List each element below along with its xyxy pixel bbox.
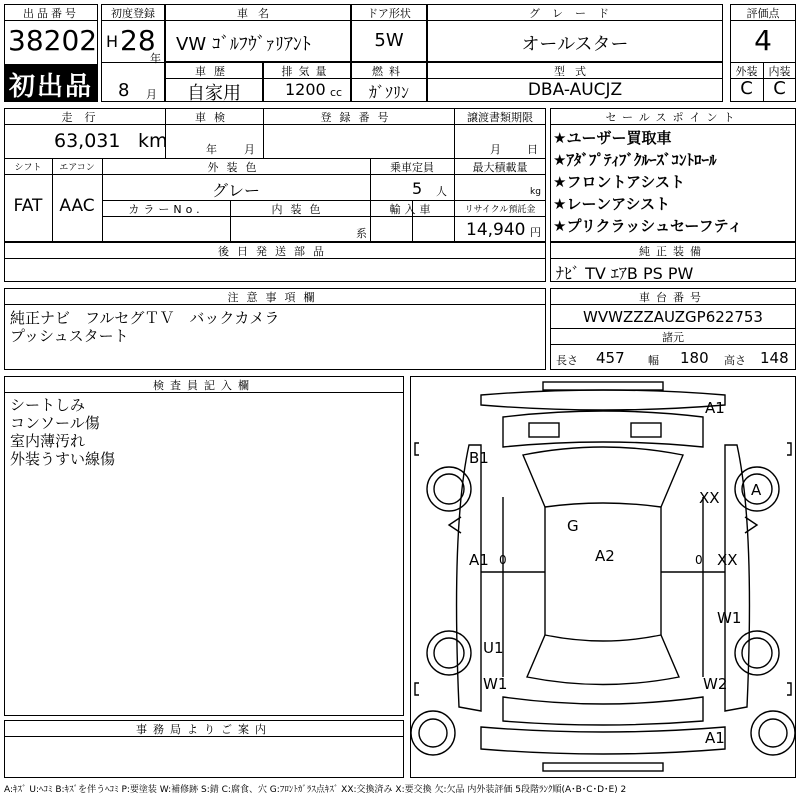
ac-value: AAC <box>59 196 95 216</box>
score-value: 4 <box>754 24 772 57</box>
int-color-label: 内装色 <box>271 203 329 216</box>
mark-a2: A2 <box>595 547 615 565</box>
mark-xx-right2: XX <box>717 551 738 569</box>
displacement-value: 1200 <box>285 80 326 99</box>
note-line: プッシュスタート <box>10 327 129 345</box>
year-unit: 年 <box>150 52 161 65</box>
color-no-label: カラーNo. <box>128 203 204 216</box>
int-color-suffix: 系 <box>356 227 367 240</box>
door-value: 5W <box>374 30 404 51</box>
first-listing-text: 初出品 <box>8 72 93 102</box>
inspector-line: 室内薄汚れ <box>10 432 86 450</box>
history-value: 自家用 <box>187 83 241 104</box>
mark-b1: B1 <box>469 449 489 467</box>
displacement-label: 排気量 <box>281 65 333 78</box>
width-label: 幅 <box>648 354 659 367</box>
width-value: 180 <box>680 349 709 367</box>
sales-point: ★ユーザー買取車 <box>553 129 672 147</box>
transfer-day: 日 <box>527 143 538 156</box>
mileage-value: 63,031 <box>54 130 121 152</box>
month-unit: 月 <box>146 88 157 101</box>
car-outline-icon <box>411 377 795 777</box>
mark-zero-right: 0 <box>695 553 703 567</box>
mark-a1-rear: A1 <box>705 729 725 747</box>
later-parts-label: 後日発送部品 <box>218 245 332 258</box>
length-value: 457 <box>596 349 625 367</box>
chassis-label: 車台番号 <box>639 291 707 304</box>
note-line: 純正ナビ フルセグＴＶ バックカメラ <box>10 309 280 327</box>
length-label: 長さ <box>556 354 578 367</box>
sales-point: ★プリクラッシュセーフティ <box>553 217 743 235</box>
recycle-label: リサイクル預託金 <box>464 205 536 215</box>
chassis-number: WVWZZZAUZGP622753 <box>583 308 763 326</box>
notes-label: 注意事項欄 <box>227 291 323 304</box>
mileage-unit: km <box>138 130 168 152</box>
sales-points-list <box>553 127 795 237</box>
notes-lines <box>10 309 279 345</box>
mark-u1: U1 <box>483 639 504 657</box>
capacity-value: 5 <box>412 179 423 198</box>
shift-label: シフト <box>14 163 42 173</box>
mark-g: G <box>567 517 579 535</box>
ext-color-value: グレー <box>211 181 260 200</box>
reg-year: 28 <box>120 24 156 57</box>
recycle-value: 14,940 <box>466 220 526 240</box>
interior-grade: C <box>773 78 786 99</box>
mark-a-wheel: A <box>751 481 762 499</box>
reg-month: 8 <box>118 80 130 101</box>
mileage-label: 走行 <box>61 111 108 124</box>
sales-point: ★フロントアシスト <box>553 173 685 191</box>
inspector-lines <box>10 396 115 468</box>
shift-value: FAT <box>13 196 43 216</box>
inspection-label: 車検 <box>195 111 233 124</box>
mark-a1-left: A1 <box>469 551 489 569</box>
exterior-grade: C <box>740 78 753 99</box>
inspector-line: 外装うすい線傷 <box>10 450 116 468</box>
damage-legend: A:ｷｽﾞ U:ﾍｺﾐ B:ｷｽﾞを伴うﾍｺﾐ P:要塗装 W:補修跡 S:錆 C:腐食、穴 G:ﾌﾛﾝﾄｶﾞﾗｽ点ｷｽﾞ XX:交換済み X:要交換 欠:欠品 内外装評価 5段階ﾗﾝｸ順(A･B･C･D･E) 2 <box>4 785 627 795</box>
lot-label: 出品番号 <box>23 7 79 20</box>
load-label: 最大積載量 <box>472 161 528 174</box>
height-value: 148 <box>760 349 789 367</box>
inspector-line: シートしみ <box>10 396 86 414</box>
transfer-month: 月 <box>490 143 501 156</box>
era-letter: H <box>106 32 119 51</box>
inspector-label: 検査員記入欄 <box>153 379 255 392</box>
sales-point: ★レーンアシスト <box>553 195 671 213</box>
equipment-label: 純正装備 <box>639 245 707 258</box>
ext-color-label: 外装色 <box>207 161 265 174</box>
equipment-value: ﾅﾋﾞ TV ｴｱB PS PW <box>556 264 694 283</box>
details-block <box>4 108 546 242</box>
mark-w1-right: W1 <box>717 609 742 627</box>
specs-label: 諸元 <box>662 331 684 344</box>
car-name-label: 車名 <box>237 7 279 20</box>
lot-number: 38202 <box>8 24 98 57</box>
score-label: 評価点 <box>746 7 780 20</box>
displacement-unit: cc <box>330 86 343 99</box>
mark-w2: W2 <box>703 675 728 693</box>
inspector-line: コンソール傷 <box>10 414 100 432</box>
sales-point: ★ｱﾀﾞﾌﾟﾃｨﾌﾞｸﾙｰｽﾞｺﾝﾄﾛｰﾙ <box>553 151 717 169</box>
exterior-label: 外装 <box>735 65 758 78</box>
capacity-label: 乗車定員 <box>390 161 434 174</box>
model-value: DBA-AUCJZ <box>527 80 623 100</box>
load-unit: kg <box>530 187 541 197</box>
mark-a1-front: A1 <box>705 399 725 417</box>
height-label: 高さ <box>724 354 746 367</box>
grade-label: グレード <box>529 7 621 20</box>
fuel-label: 燃料 <box>372 65 406 78</box>
car-name: VW ｺﾞﾙﾌｳﾞｧﾘｱﾝﾄ <box>176 34 311 55</box>
interior-label: 内装 <box>768 65 791 78</box>
grade-value: オールスター <box>521 34 629 55</box>
import-label: 輸入車 <box>389 203 435 216</box>
reg-number-label: 登録番号 <box>320 111 397 124</box>
inspection-month: 月 <box>244 143 255 156</box>
recycle-unit: 円 <box>530 226 541 239</box>
mark-xx-right: XX <box>699 489 720 507</box>
history-label: 車歴 <box>195 65 233 78</box>
fuel-value: ｶﾞｿﾘﾝ <box>368 83 409 102</box>
inspection-year: 年 <box>206 143 217 156</box>
ac-label: エアコン <box>59 163 95 173</box>
mark-w1-left: W1 <box>483 675 508 693</box>
sales-points-label: セールスポイント <box>605 111 741 124</box>
model-label: 型式 <box>554 65 596 78</box>
capacity-unit: 人 <box>436 185 447 198</box>
transfer-label: 譲渡書類期限 <box>467 111 533 124</box>
door-label: ドア形状 <box>367 7 411 20</box>
car-diagram <box>410 376 796 778</box>
mark-zero-left: 0 <box>499 553 507 567</box>
office-label: 事務局よりご案内 <box>136 723 272 736</box>
first-reg-label: 初度登録 <box>111 7 155 20</box>
